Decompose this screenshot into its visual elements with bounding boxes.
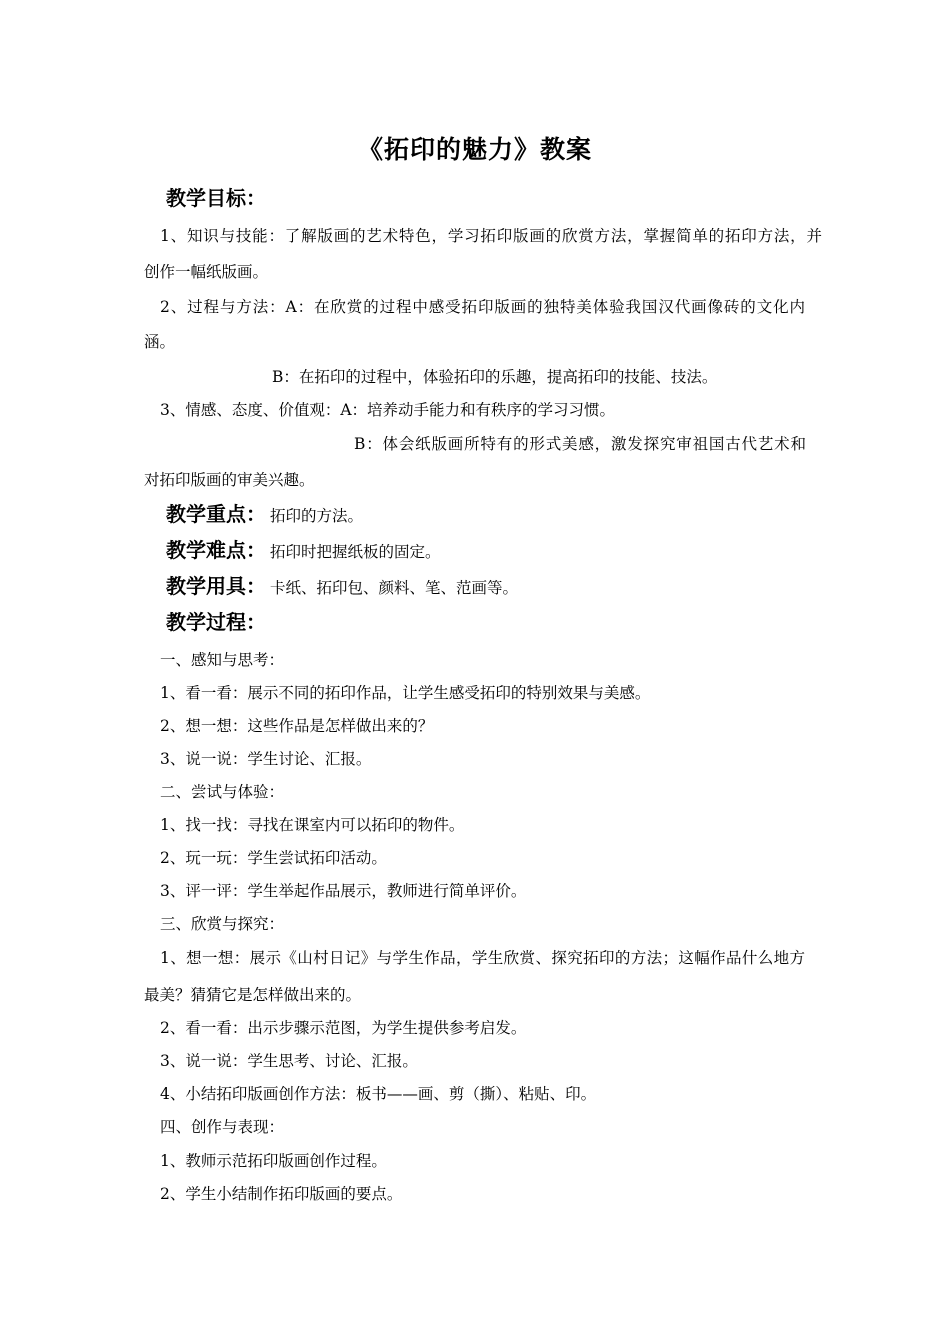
tools-row bbox=[166, 576, 518, 598]
section-4-item-2: 2、学生小结制作拓印版画的要点。 bbox=[160, 1185, 403, 1203]
section-1-item-1: 1、看一看：展示不同的拓印作品，让学生感受拓印的特别效果与美感。 bbox=[160, 684, 651, 702]
key-point-row bbox=[166, 504, 363, 526]
section-2-item-2: 2、玩一玩：学生尝试拓印活动。 bbox=[160, 849, 387, 867]
section-1-item-3: 3、说一说：学生讨论、汇报。 bbox=[160, 750, 372, 768]
goal-item-3-a: 3、情感、态度、价值观：A：培养动手能力和有秩序的学习习惯。 bbox=[160, 401, 616, 419]
key-point-text: 拓印的方法。 bbox=[270, 507, 364, 525]
section-3-item-3: 3、说一说：学生思考、讨论、汇报。 bbox=[160, 1052, 418, 1070]
section-4-title: 四、创作与表现： bbox=[160, 1118, 285, 1136]
goal-item-1-line-1: 1、知识与技能：了解版画的艺术特色，学习拓印版画的欣赏方法，掌握简单的拓印方法，并 bbox=[160, 227, 822, 245]
section-3-title: 三、欣赏与探究： bbox=[160, 915, 285, 933]
difficulty-row bbox=[166, 540, 441, 562]
document-title: 《拓印的魅力》教案 bbox=[357, 135, 592, 164]
goal-item-3-b-line-1: B：体会纸版画所特有的形式美感，激发探究审祖国古代艺术和 bbox=[354, 435, 806, 453]
section-2-item-1: 1、找一找：寻找在课室内可以拓印的物件。 bbox=[160, 816, 465, 834]
goal-item-2-line-2: 涵。 bbox=[144, 333, 176, 351]
section-2-title: 二、尝试与体验： bbox=[160, 783, 285, 801]
section-1-title: 一、感知与思考： bbox=[160, 651, 285, 669]
tools-heading: 教学用具： bbox=[166, 574, 266, 598]
section-1-item-2: 2、想一想：这些作品是怎样做出来的？ bbox=[160, 717, 434, 735]
section-4-item-1: 1、教师示范拓印版画创作过程。 bbox=[160, 1152, 387, 1170]
goals-heading: 教学目标： bbox=[166, 186, 266, 210]
difficulty-heading: 教学难点： bbox=[166, 538, 266, 562]
section-3-item-2: 2、看一看：出示步骤示范图，为学生提供参考启发。 bbox=[160, 1019, 527, 1037]
tools-text: 卡纸、拓印包、颜料、笔、范画等。 bbox=[270, 579, 519, 597]
section-2-item-3: 3、评一评：学生举起作品展示，教师进行简单评价。 bbox=[160, 882, 527, 900]
process-heading: 教学过程： bbox=[166, 610, 266, 634]
section-3-item-4: 4、小结拓印版画创作方法：板书——画、剪（撕）、粘贴、印。 bbox=[160, 1085, 597, 1103]
difficulty-text: 拓印时把握纸板的固定。 bbox=[270, 543, 441, 561]
key-point-heading: 教学重点： bbox=[166, 502, 266, 526]
section-3-item-1-line-1: 1、想一想：展示《山村日记》与学生作品，学生欣赏、探究拓印的方法；这幅作品什么地方 bbox=[160, 949, 805, 967]
section-3-item-1-line-2: 最美？猜猜它是怎样做出来的。 bbox=[144, 986, 362, 1004]
goal-item-2-line-1: 2、过程与方法：A：在欣赏的过程中感受拓印版画的独特美体验我国汉代画像砖的文化内 bbox=[160, 298, 805, 316]
goal-item-3-b-line-2: 对拓印版画的审美兴趣。 bbox=[144, 471, 315, 489]
goal-item-2-b: B：在拓印的过程中，体验拓印的乐趣，提高拓印的技能、技法。 bbox=[272, 368, 718, 386]
goal-item-1-line-2: 创作一幅纸版画。 bbox=[144, 263, 269, 281]
